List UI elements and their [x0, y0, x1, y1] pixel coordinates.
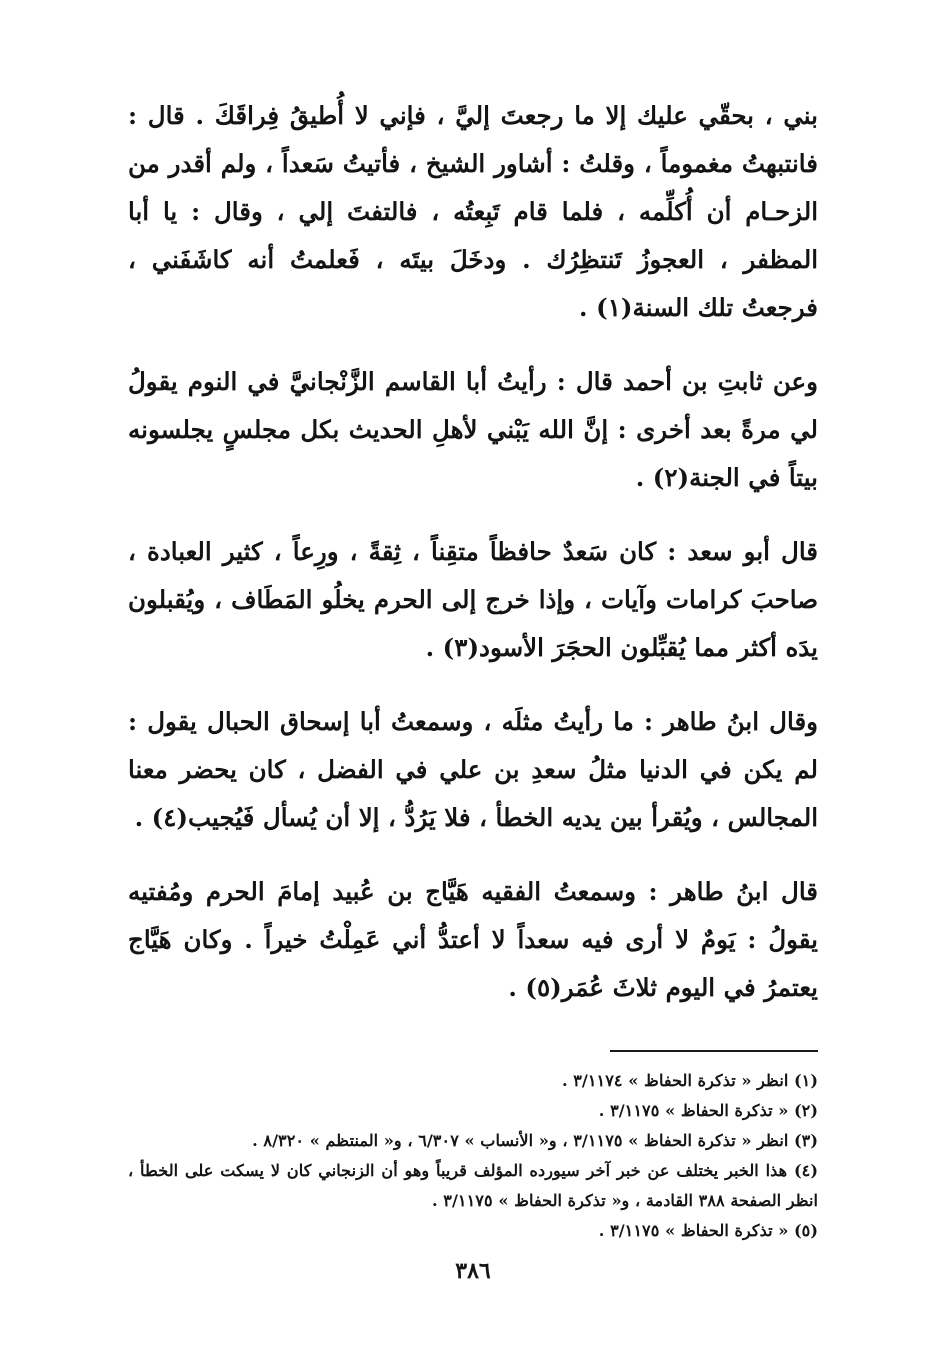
footnote-separator — [610, 1050, 818, 1052]
paragraph: وعن ثابتِ بن أحمد قال : رأيتُ أبا القاسم الزَّنْجانيَّ في النوم يقولُ لي مرةً بعد أخرى : إنَّ الله يَبْني لأهلِ الحديث بكل مجلسٍ يجلسونه بيتاً في الجنة(٢) . — [128, 367, 818, 492]
footnote: (١) انظر « تذكرة الحفاظ » ٣/١١٧٤ . — [561, 1071, 818, 1090]
paragraph: قال ابنُ طاهر : وسمعتُ الفقيه هَيَّاج بن عُبيد إمامَ الحرم ومُفتيه يقولُ : يَومٌ لا أرى فيه سعداً لا أعتدُّ أني عَمِلْتُ خيراً . وكان هَيَّاج يعتمرُ في اليوم ثلاثَ عُمَر(٥) . — [128, 877, 818, 1002]
paragraph: وقال ابنُ طاهر : ما رأيتُ مثلَه ، وسمعتُ أبا إسحاق الحبال يقول : لم يكن في الدنيا مثلُ سعدِ بن علي في الفضل ، كان يحضر معنا المجالس ، ويُقرأ بين يديه الخطأ ، فلا يَرُدُّ ، إلا أن يُسأل فَيُجيب(٤) . — [128, 707, 818, 832]
paragraph: قال أبو سعد : كان سَعدٌ حافظاً متقِناً ، ثِقةً ، ورِعاً ، كثير العبادة ، صاحبَ كرامات وآيات ، وإذا خرج إلى الحرم يخلُو المَطَاف ، ويُقبلون يدَه أكثر مما يُقبِّلون الحجَرَ الأسود(٣) . — [128, 537, 818, 662]
footnote: (٢) « تذكرة الحفاظ » ٣/١١٧٥ . — [598, 1101, 818, 1120]
footnote: (٣) انظر « تذكرة الحفاظ » ٣/١١٧٥ ، و« الأنساب » ٦/٣٠٧ ، و« المنتظم » ٨/٣٢٠ . — [252, 1131, 818, 1150]
page-number: ٣٨٦ — [455, 1258, 491, 1284]
paragraph: بني ، بحقّي عليك إلا ما رجعتَ إليَّ ، فإني لا أُطيقُ فِراقَكَ . قال : فانتبهتُ مغموماً ، وقلتُ : أشاور الشيخ ، فأتيتُ سَعداً ، ولم أقدر من الزحـام أن أُكلِّمه ، فلما قام تَبِعتُه ، فالتفتَ إلي ، وقال : يا أبا المظفر ، العجوزُ تَنتظِرُك . ودخَلَ بيتَه ، فَعلمتُ أنه كاشَفَني ، فرجعتُ تلك السنة(١) . — [128, 101, 818, 322]
page-body — [128, 92, 818, 1246]
footnote: (٤) هذا الخبر يختلف عن خبر آخر سيورده المؤلف قريباً وهو أن الزنجاني كان لا يسكت على الخطأ ، انظر الصفحة ٣٨٨ القادمة ، و« تذكرة الحفاظ » ٣/١١٧٥ . — [128, 1161, 818, 1210]
footnote: (٥) « تذكرة الحفاظ » ٣/١١٧٥ . — [598, 1221, 818, 1240]
footnotes — [128, 1066, 818, 1246]
